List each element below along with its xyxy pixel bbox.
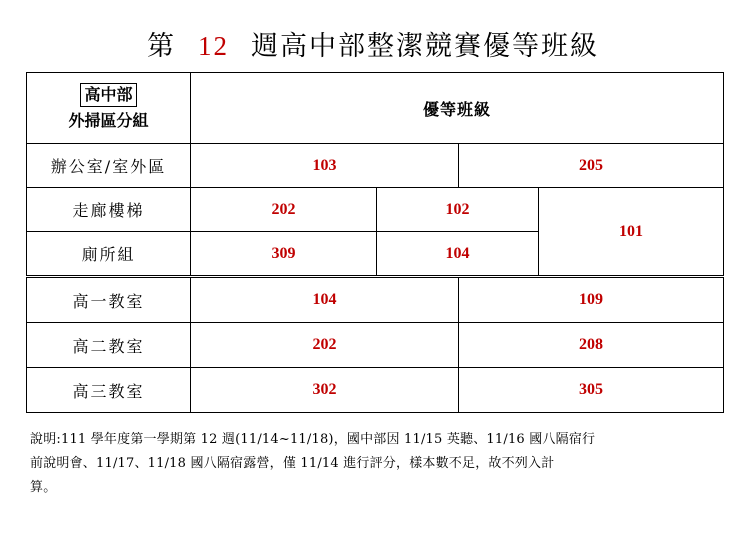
note-line: 說明:111 學年度第一學期第 12 週(11/14~11/18)，國中部因 11/15 英聽、11/16 國八隔宿行 [30,432,596,447]
award-value: 103 [191,144,459,188]
award-value: 202 [191,188,377,232]
award-value: 109 [459,277,724,323]
award-value: 104 [191,277,459,323]
classroom-label: 高二教室 [27,323,191,368]
week-number: 12 [198,31,229,61]
table-row [27,144,724,188]
award-value: 104 [377,232,539,277]
table-header-row [27,73,724,144]
table-row [27,323,724,368]
award-value: 309 [191,232,377,277]
award-value: 202 [191,323,459,368]
title-suffix: 週高中部整潔競賽優等班級 [251,31,599,62]
group-label: 外掃區分組 [68,111,149,130]
group-header-cell [27,73,191,144]
award-value: 302 [191,368,459,413]
award-value: 205 [459,144,724,188]
explanation-note [30,428,720,500]
title-prefix: 第 [147,31,176,62]
award-value: 102 [377,188,539,232]
zone-label: 走廊樓梯 [27,188,191,232]
merged-award-value: 101 [539,188,724,277]
table-row [27,188,724,232]
group-boxed-label: 高中部 [80,83,136,107]
zone-label: 廁所組 [27,232,191,277]
note-line: 算。 [30,480,57,495]
note-line: 前說明會、11/17、11/18 國八隔宿露營，僅 11/14 進行評分，樣本數不足，故不列入計 [30,456,555,471]
classroom-label: 高一教室 [27,277,191,323]
page-title [0,24,746,63]
zone-label: 辦公室/室外區 [27,144,191,188]
classroom-label: 高三教室 [27,368,191,413]
award-value: 305 [459,368,724,413]
award-value: 208 [459,323,724,368]
column-header: 優等班級 [191,73,724,144]
table-row [27,368,724,413]
table-row [27,277,724,323]
award-table [26,72,724,413]
